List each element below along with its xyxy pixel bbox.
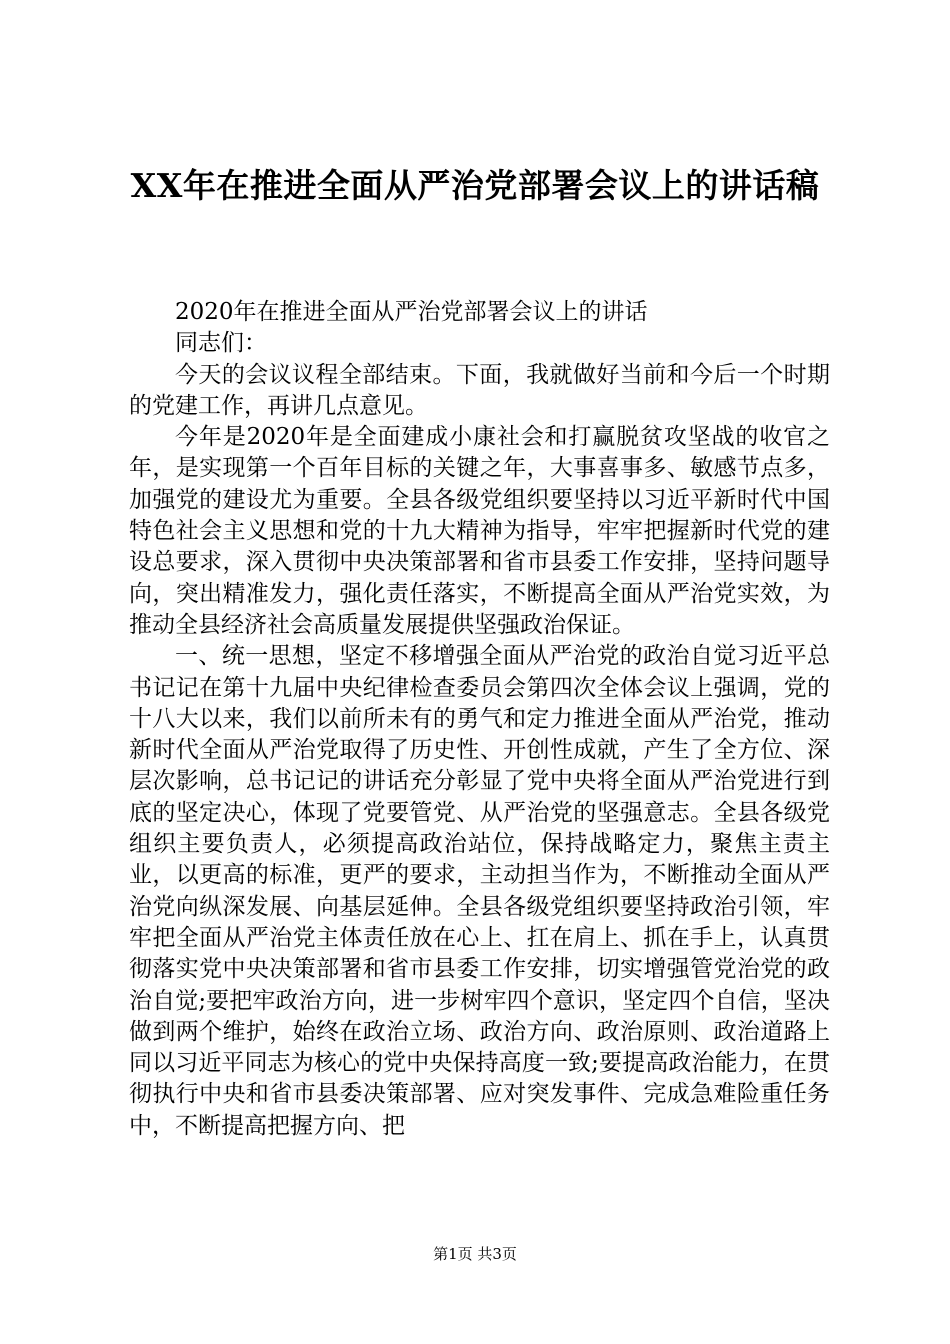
document-body: [129, 297, 830, 1142]
paragraph-opening: 今天的会议议程全部结束。下面，我就做好当前和今后一个时期的党建工作，再讲几点意见。: [129, 361, 830, 419]
document-title: XX年在推进全面从严治党部署会议上的讲话稿: [130, 166, 820, 205]
paragraph-salutation: 同志们：: [175, 330, 267, 357]
paragraph-section-one: 一、统一思想，坚定不移增强全面从严治党的政治自觉习近平总书记记在第十九届中央纪律检查委员会第四次全体会议上强调，党的十八大以来，我们以前所未有的勇气和定力推进全面从严治党，推动新时代全面从严治党取得了历史性、开创性成就，产生了全方位、深层次影响，总书记记的讲话充分彰显了党中央将全面从严治党进行到底的坚定决心，体现了党要管党、从严治党的坚强意志。全县各级党组织主要负责人，必须提高政治站位，保持战略定力，聚焦主责主业，以更高的标准，更严的要求，主动担当作为，不断推动全面从严治党向纵深发展、向基层延伸。全县各级党组织要坚持政治引领，牢牢把全面从严治党主体责任放在心上、扛在肩上、抓在手上，认真贯彻落实党中央决策部署和省市县委工作安排，切实增强管党治党的政治自觉;要把牢政治方向，进一步树牢四个意识，坚定四个自信，坚决做到两个维护，始终在政治立场、政治方向、政治原则、政治道路上同以习近平同志为核心的党中央保持高度一致;要提高政治能力，在贯彻执行中央和省市县委决策部署、应对突发事件、完成急难险重任务中，不断提高把握方向、把: [129, 643, 830, 1139]
paragraph-subtitle: 2020年在推进全面从严治党部署会议上的讲话: [175, 299, 648, 325]
paragraph-background: 今年是2020年是全面建成小康社会和打赢脱贫攻坚战的收官之年，是实现第一个百年目标的关键之年，大事喜事多、敏感节点多，加强党的建设尤为重要。全县各级党组织要坚持以习近平新时代中国特色社会主义思想和党的十九大精神为指导，牢牢把握新时代党的建设总要求，深入贯彻中央决策部署和省市县委工作安排，坚持问题导向，突出精准发力，强化责任落实，不断提高全面从严治党实效，为推动全县经济社会高质量发展提供坚强政治保证。: [129, 424, 830, 638]
page-footer: 第1页 共3页: [433, 1245, 517, 1263]
